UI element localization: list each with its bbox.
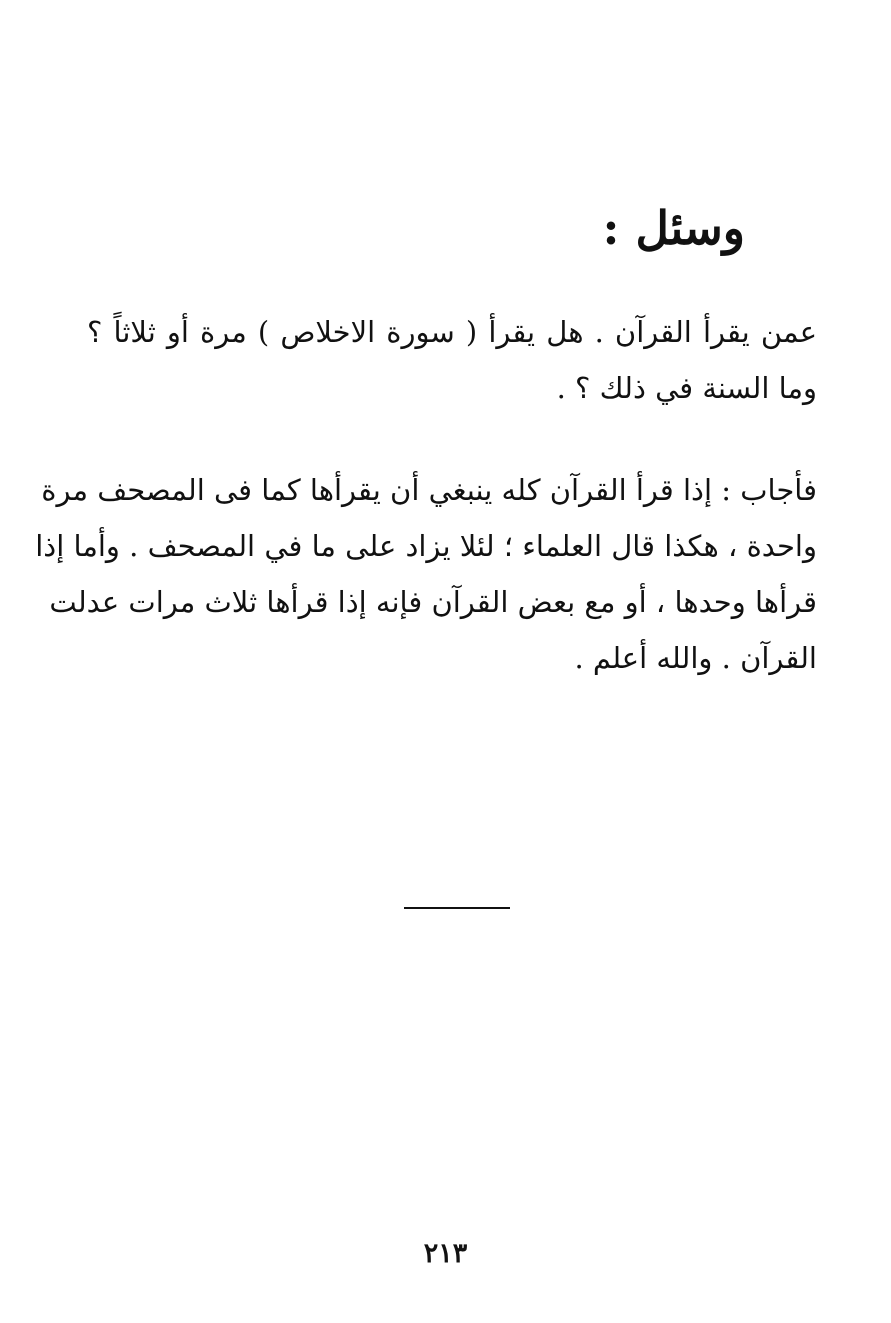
page-number: ٢١٣: [423, 1238, 468, 1269]
section-heading: وسئل :: [602, 201, 745, 255]
section-divider: [404, 907, 510, 909]
question-line: عمن يقرأ القرآن . هل يقرأ ( سورة الاخلاص ) مرة أو ثلاثاً ؟: [87, 315, 817, 349]
answer-line: قرأها وحدها ، أو مع بعض القرآن فإنه إذا قرأها ثلاث مرات عدلت: [49, 585, 817, 619]
question-line: وما السنة في ذلك ؟ .: [556, 371, 817, 405]
answer-paragraph: [35, 462, 817, 686]
question-paragraph: [87, 304, 817, 416]
answer-line: فأجاب : إذا قرأ القرآن كله ينبغي أن يقرأها كما فى المصحف مرة: [41, 473, 817, 507]
answer-line: واحدة ، هكذا قال العلماء ؛ لئلا يزاد على ما في المصحف . وأما إذا: [35, 529, 817, 563]
answer-line: القرآن . والله أعلم .: [574, 641, 817, 675]
